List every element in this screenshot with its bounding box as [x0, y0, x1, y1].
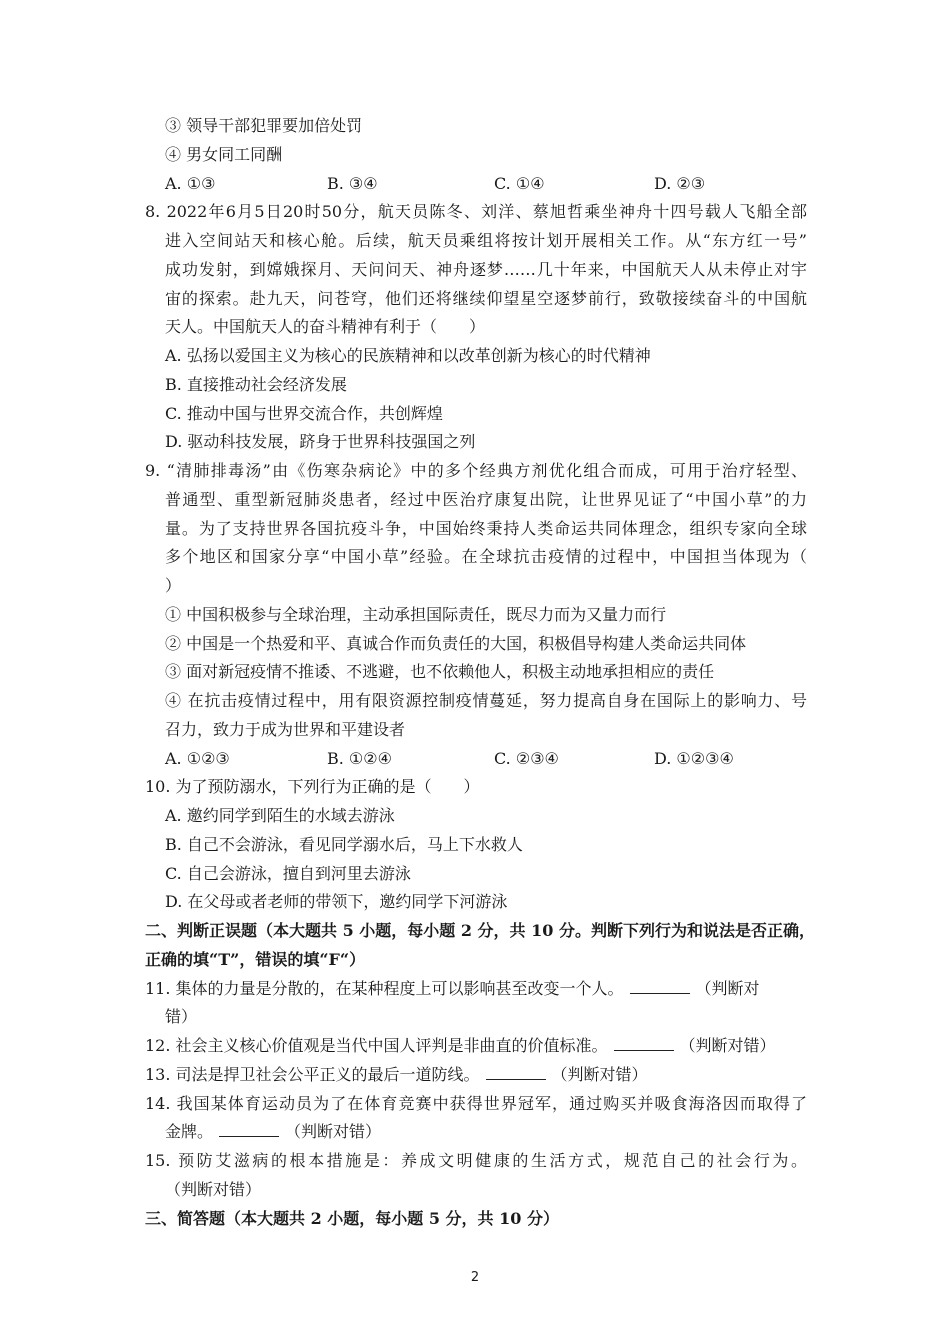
section-2-heading-line-1: 二、判断正误题（本大题共 5 小题，每小题 2 分，共 10 分。判断下列行为和说法是否正确， — [145, 921, 815, 940]
q8-stem-line-1: 8. 2022年6月5日20时50分，航天员陈冬、刘洋、蔡旭哲乘坐神舟十四号载人飞船全部 — [145, 202, 807, 221]
q11-answer-blank[interactable] — [630, 979, 690, 994]
q8-option-a: A. 弘扬以爱国主义为核心的民族精神和以改革创新为核心的时代精神 — [165, 346, 651, 365]
q9-options — [165, 749, 734, 769]
q13-text: 13. 司法是捍卫社会公平正义的最后一道防线。 — [145, 1065, 480, 1084]
q7-option-c: C. ①④ — [494, 174, 545, 193]
q12-suffix: （判断对错） — [679, 1036, 776, 1055]
q14-line-2 — [165, 1122, 381, 1142]
q9-item-2: ② 中国是一个热爱和平、真诚合作而负责任的大国，积极倡导构建人类命运共同体 — [165, 634, 747, 653]
q12-text: 12. 社会主义核心价值观是当代中国人评判是非曲直的价值标准。 — [145, 1036, 608, 1055]
q7-options — [165, 174, 705, 194]
q9-option-c: C. ②③④ — [494, 749, 559, 768]
page-number: 2 — [470, 1270, 480, 1285]
q7-item-3: ③ 领导干部犯罪要加倍处罚 — [165, 116, 363, 135]
q11-suffix: （判断对 — [695, 979, 760, 998]
q8-option-b: B. 直接推动社会经济发展 — [165, 375, 347, 394]
q10-option-c: C. 自己会游泳，擅自到河里去游泳 — [165, 864, 411, 883]
q7-option-a: A. ①③ — [165, 174, 216, 193]
q7-item-4: ④ 男女同工同酬 — [165, 145, 283, 164]
q14-suffix: （判断对错） — [285, 1122, 382, 1141]
q8-stem-line-3: 成功发射，到嫦娥探月、天问问天、神舟逐梦……几十年来，中国航天人从未停止对宇 — [165, 260, 807, 279]
q11-text: 11. 集体的力量是分散的，在某种程度上可以影响甚至改变一个人。 — [145, 979, 624, 998]
q9-option-d: D. ①②③④ — [654, 749, 734, 768]
q8-stem-line-4: 宙的探索。赴九天，问苍穹，他们还将继续仰望星空逐梦前行，致敬接续奋斗的中国航 — [165, 289, 807, 308]
q9-stem-line-1: 9. “清肺排毒汤”由《伤寒杂病论》中的多个经典方剂优化组合而成，可用于治疗轻型、 — [145, 461, 807, 480]
q7-option-d: D. ②③ — [654, 174, 706, 193]
section-3-heading: 三、简答题（本大题共 2 小题，每小题 5 分，共 10 分） — [145, 1209, 559, 1228]
q10-option-b: B. 自己不会游泳，看见同学溺水后，马上下水救人 — [165, 835, 523, 854]
q13-answer-blank[interactable] — [486, 1065, 546, 1080]
q9-stem-line-5: ） — [165, 576, 182, 595]
section-2-heading-line-2: 正确的填“T”，错误的填“F“） — [145, 950, 366, 969]
q14-text: 金牌。 — [165, 1122, 214, 1141]
q9-item-1: ① 中国积极参与全球治理，主动承担国际责任，既尽力而为又量力而行 — [165, 605, 667, 624]
q7-option-b: B. ③④ — [327, 174, 378, 193]
q9-item-4-line-1: ④ 在抗击疫情过程中，用有限资源控制疫情蔓延，努力提高自身在国际上的影响力、号 — [165, 691, 807, 710]
q13-line — [145, 1065, 648, 1085]
q9-option-a: A. ①②③ — [165, 749, 230, 768]
q8-option-d: D. 驱动科技发展，跻身于世界科技强国之列 — [165, 432, 476, 451]
q9-stem-line-2: 普通型、重型新冠肺炎患者，经过中医治疗康复出院，让世界见证了“中国小草”的力 — [165, 490, 807, 509]
q8-stem-line-5: 天人。中国航天人的奋斗精神有利于（ ） — [165, 317, 486, 336]
q11-line-2: 错） — [165, 1007, 198, 1026]
q9-item-3: ③ 面对新冠疫情不推诿、不逃避，也不依赖他人，积极主动地承担相应的责任 — [165, 662, 715, 681]
q14-line-1: 14. 我国某体育运动员为了在体育竞赛中获得世界冠军，通过购买并吸食海洛因而取得了 — [145, 1094, 807, 1113]
q9-item-4-line-2: 召力，致力于成为世界和平建设者 — [165, 720, 406, 739]
q12-answer-blank[interactable] — [614, 1036, 674, 1051]
q9-option-b: B. ①②④ — [327, 749, 392, 768]
q13-suffix: （判断对错） — [551, 1065, 648, 1084]
q11-line-1 — [145, 979, 760, 999]
q9-stem-line-4: 多个地区和国家分享“中国小草”经验。在全球抗击疫情的过程中，中国担当体现为（ — [165, 547, 807, 566]
q10-option-a: A. 邀约同学到陌生的水域去游泳 — [165, 806, 395, 825]
q15-line-1: 15. 预防艾滋病的根本措施是：养成文明健康的生活方式，规范自己的社会行为。 — [145, 1151, 807, 1170]
q12-line — [145, 1036, 776, 1056]
q10-stem: 10. 为了预防溺水，下列行为正确的是（ ） — [145, 777, 480, 796]
q9-stem-line-3: 量。为了支持世界各国抗疫斗争，中国始终秉持人类命运共同体理念，组织专家向全球 — [165, 519, 807, 538]
q8-stem-line-2: 进入空间站天和核心舱。后续，航天员乘组将按计划开展相关工作。从“东方红一号” — [165, 231, 807, 250]
q14-answer-blank[interactable] — [219, 1122, 279, 1137]
q15-line-2: （判断对错） — [165, 1180, 262, 1199]
q10-option-d: D. 在父母或者老师的带领下，邀约同学下河游泳 — [165, 892, 508, 911]
q8-option-c: C. 推动中国与世界交流合作，共创辉煌 — [165, 404, 443, 423]
